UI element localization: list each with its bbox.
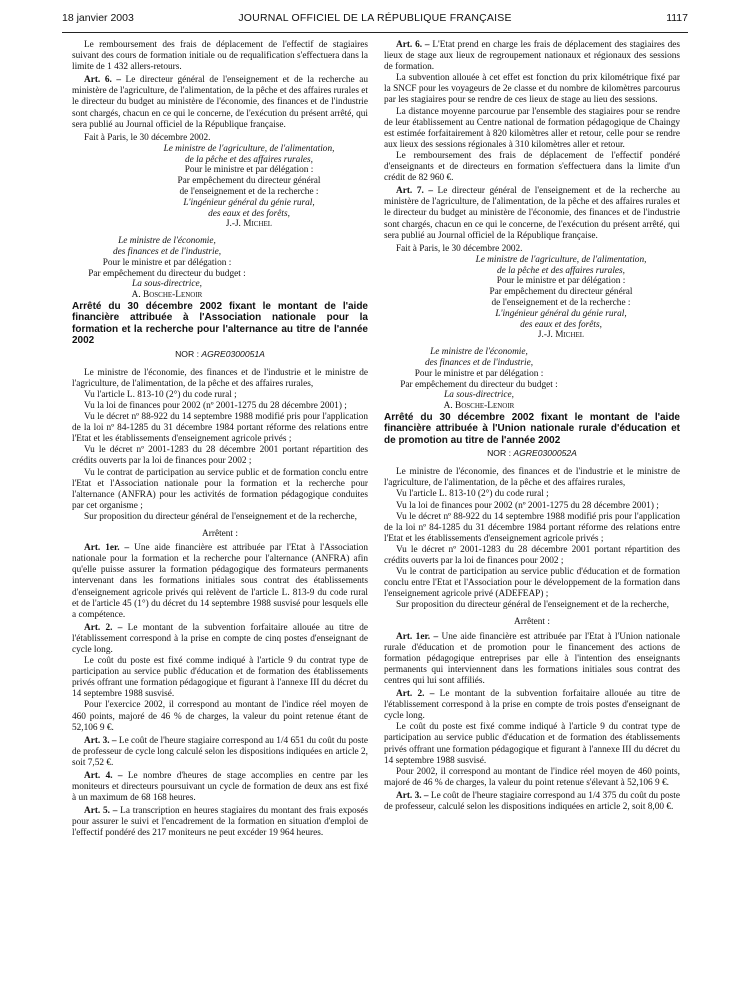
article-7: Art. 7. – Le directeur général de l'enseignement et de la recherche au ministère de l'agriculture, de l'alimentation, de la pêche et des affaires rurales et le directeur du budget au ministère de l'économie, des finances et de l'industrie sont chargés, chacun en ce qui le concerne, de l'exécution du présent arrêté, qui sera publié au Journal officiel de la République française.	[384, 186, 680, 241]
sig-line: des finances et de l'industrie,	[424, 357, 534, 368]
arretent: Arrêtent :	[514, 617, 550, 628]
sig-line: Pour le ministre et par délégation :	[414, 368, 544, 379]
sig-line: La sous-directrice,	[444, 390, 514, 401]
sig-line: des eaux et des forêts,	[208, 208, 290, 219]
nor-reference: NOR : AGRE0300051A	[175, 348, 265, 359]
article-1: Art. 1er. – Une aide financière est attribuée par l'Etat à l'Union nationale rurale d'éducation et de promotion pour le financement des actions de formation pédagogique entreprises par elle à l'intention des enseignants permanents qui interviennent dans les formations initiales sous contrat des centres qui lui sont affiliés.	[384, 631, 680, 686]
paragraph: Le remboursement des frais de déplacement de l'effectif pondéré d'enseignants et de directeurs en formation s'effectuera dans la limite d'un crédit de 82 960 €.	[384, 150, 680, 184]
paragraph: Pour l'exercice 2002, il correspond au montant de l'indice réel moyen de 460 points, majoré de 46 % de charges, la valeur du point retenue étant de 52,106 9 €.	[72, 700, 368, 733]
left-column	[72, 40, 368, 840]
article-2: Art. 2. – Le montant de la subvention forfaitaire allouée au titre de l'établissement correspond à la prise en compte de trois postes d'enseignant de cycle long.	[384, 689, 680, 722]
paragraph: La subvention allouée à cet effet est fonction du prix kilométrique fixé par la SNCF pour les voyageurs de 2e classe et du nombre de kilomètres parcourus par les stagiaires pour se rendre de ces lieux de stage au lieu des sessions.	[384, 73, 680, 106]
paragraph: Sur proposition du directeur général de l'enseignement et de la recherche,	[84, 511, 357, 522]
fait-a-paris: Fait à Paris, le 30 décembre 2002.	[396, 243, 523, 254]
article-4: Art. 4. – Le nombre d'heures de stage accomplies en centre par les moniteurs et directeurs poursuivant un cycle de formation de deux ans est fixé à un maximum de 68 168 heures.	[72, 771, 368, 804]
paragraph: Vu la loi de finances pour 2002 (nº 2001-1275 du 28 décembre 2001) ;	[84, 401, 347, 411]
header-journal-title: JOURNAL OFFICIEL DE LA RÉPUBLIQUE FRANÇAISE	[238, 12, 512, 24]
sig-line: Par empêchement du directeur général	[177, 176, 321, 187]
sig-line: Pour le ministre et par délégation :	[184, 165, 314, 176]
article-6: Art. 6. – L'Etat prend en charge les frais de déplacement des stagiaires des lieux de stage aux lieux de regroupement nationaux et régionaux des sessions de formation.	[384, 40, 681, 73]
article-1: Art. 1er. – Une aide financière est attribuée par l'Etat à l'Association nationale pour la formation et la recherche pour l'alternance (ANFRA) afin qu'elle puisse assurer la formation pédagogique des formateurs permanents intervenant dans les formations initiales sous contrat des établissements d'enseignement agricole privés qui relèvent de l'article L. 813-9 du code rural et de l'article 45 (1°) du décret du 14 septembre 1988 susvisé pour lesquels elle a compétence.	[72, 543, 369, 620]
paragraph: Vu l'article L. 813-10 (2°) du code rural ;	[396, 489, 549, 500]
signatory-name: A. Bosche-Lenoir	[131, 290, 203, 301]
sig-line: de la pêche et des affaires rurales,	[185, 154, 313, 165]
paragraph: Le coût du poste est fixé comme indiqué à l'article 9 du contrat type de participation au service public d'éducation et de formation des établissements privés offrant une formation pédagogique et figurant à l'annexe III du décret du 14 septembre 1988 susvisé.	[384, 722, 680, 766]
header-page-number: 1117	[666, 12, 688, 24]
header-date: 18 janvier 2003	[62, 12, 134, 24]
article-5: Art. 5. – La transcription en heures stagiaires du montant des frais exposés pour assurer le suivi et l'encadrement de la formation en situation d'emploi de l'effectif pondéré des 217 moniteurs ne peut excéder 19 964 heures.	[72, 806, 369, 839]
paragraph: Vu le décret nº 88-922 du 14 septembre 1988 modifié pris pour l'application de la loi nº 84-1285 du 31 décembre 1984 portant réforme des relations entre l'Etat et les établissements d'enseignement agricole privés ;	[384, 511, 680, 544]
sig-line: L'ingénieur général du génie rural,	[183, 197, 315, 208]
sig-line: de l'enseignement et de la recherche :	[491, 297, 631, 308]
sig-line: de l'enseignement et de la recherche :	[179, 187, 319, 198]
sig-line: Pour le ministre et par délégation :	[102, 257, 232, 268]
paragraph: Vu la loi de finances pour 2002 (nº 2001-1275 du 28 décembre 2001) ;	[396, 500, 659, 511]
paragraph: Vu le contrat de participation au service public et de formation conclu entre l'Etat et l'Association nationale pour la formation et la recherche pour l'alternance (ANFRA) pour les activités de formation pédagogique conduites par cet organisme ;	[72, 467, 368, 511]
paragraph: Vu le décret nº 2001-1283 du 28 décembre 2001 portant répartition des crédits ouverts par la loi de finances pour 2002 ;	[72, 445, 368, 467]
paragraph: Le ministre de l'économie, des finances et de l'industrie et le ministre de l'agriculture, de l'alimentation, de la pêche et des affaires rurales,	[72, 367, 368, 389]
sig-line: L'ingénieur général du génie rural,	[495, 308, 627, 319]
article-3: Art. 3. – Le coût de l'heure stagiaire correspond au 1/4 651 du coût du poste de professeur de cycle long calculé selon les dispositions indiquées en article 2, soit 7,52 €.	[72, 735, 369, 768]
paragraph: Le coût du poste est fixé comme indiqué à l'article 9 du contrat type de participation au service public d'éducation et de formation des établissements privés offrant une formation pédagogique et figurant à l'annexe III du décret du 14 septembre 1988 susvisé.	[72, 656, 368, 700]
article-2: Art. 2. – Le montant de la subvention forfaitaire allouée au titre de l'établissement correspond à la prise en compte de cinq postes d'enseignant de cycle long.	[72, 622, 368, 655]
sig-line: Par empêchement du directeur général	[489, 287, 633, 298]
sig-line: des eaux et des forêts,	[520, 319, 602, 330]
arretent: Arrêtent :	[202, 529, 238, 540]
sig-line: Par empêchement du directeur du budget :	[400, 379, 558, 390]
sig-line: Le ministre de l'agriculture, de l'alimentation,	[475, 254, 647, 265]
decree-title: Arrêté du 30 décembre 2002 fixant le montant de l'aide financière attribuée à l'Association nationale pour la formation et la recherche pour l'alternance au titre de l'année 2002	[72, 301, 368, 347]
paragraph: Le remboursement des frais de déplacement de l'effectif de stagiaires suivant des cours de formation initiale ou de requalification s'effectuera dans la limite de 1 432 allers-retours.	[72, 40, 368, 73]
article-3: Art. 3. – Le coût de l'heure stagiaire correspond au 1/4 375 du coût du poste de professeur, calculé selon les dispositions indiquées en article 2, soit 8,00 €.	[384, 790, 681, 812]
fait-a-paris: Fait à Paris, le 30 décembre 2002.	[84, 132, 211, 143]
signatory-name: A. Bosche-Lenoir	[443, 401, 515, 412]
sig-line: Le ministre de l'agriculture, de l'alimentation,	[163, 143, 335, 154]
article-6: Art. 6. – Le directeur général de l'enseignement et de la recherche au ministère de l'agriculture, de l'alimentation, de la pêche et des affaires rurales et le directeur du budget au ministère de l'économie, des finances et de l'industrie sont chargés, chacun en ce qui le concerne, de l'exécution du présent arrêté, qui sera publié au Journal officiel de la République française.	[72, 75, 368, 130]
sig-line: Par empêchement du directeur du budget :	[88, 268, 246, 279]
sig-line: des finances et de l'industrie,	[112, 247, 222, 258]
signature-block-economie	[384, 347, 574, 412]
signature-block-agriculture	[384, 255, 680, 341]
paragraph: Le ministre de l'économie, des finances et de l'industrie et le ministre de l'agriculture, de l'alimentation, de la pêche et des affaires rurales,	[384, 467, 680, 489]
sig-line: La sous-directrice,	[132, 279, 202, 290]
header-rule	[62, 32, 688, 33]
sig-line: Le ministre de l'économie,	[430, 347, 528, 358]
nor-reference: NOR : AGRE0300052A	[487, 448, 577, 459]
paragraph: Vu le décret nº 2001-1283 du 28 décembre 2001 portant répartition des crédits ouverts par la loi de finances pour 2002 ;	[384, 544, 680, 566]
paragraph: Pour 2002, il correspond au montant de l'indice réel moyen de 460 points, majoré de 46 % de charges, la valeur du point retenue s'élevant à 52,106 9 €.	[384, 766, 680, 788]
decree-title: Arrêté du 30 décembre 2002 fixant le montant de l'aide financière attribuée à l'Union nationale rurale d'éducation et de promotion au titre de l'année 2002	[384, 411, 680, 446]
page-header	[62, 12, 688, 26]
sig-line: Pour le ministre et par délégation :	[496, 276, 626, 287]
signatory-name: J.-J. Michel	[225, 219, 273, 230]
signatory-name: J.-J. Michel	[537, 330, 585, 341]
signature-block-agriculture	[72, 144, 368, 230]
signature-block-economie	[72, 236, 262, 301]
sig-line: de la pêche et des affaires rurales,	[497, 265, 625, 276]
paragraph: La distance moyenne parcourue par l'ensemble des stagiaires pour se rendre de leur établissement au Centre national de formation pédagogique de Chaingy est estimée forfaitairement à 820 kilomètres aller et retour, celle pour se rendre aux lieux des sessions régionales à 310 kilomètres aller et retour.	[384, 106, 680, 150]
paragraph: Vu le décret nº 88-922 du 14 septembre 1988 modifié pris pour l'application de la loi nº 84-1285 du 31 décembre 1984 portant réforme des relations entre l'Etat et les établissements d'enseignement agricole privés ;	[72, 412, 368, 445]
paragraph: Vu l'article L. 813-10 (2°) du code rural ;	[84, 389, 237, 400]
paragraph: Sur proposition du directeur général de l'enseignement et de la recherche,	[396, 600, 669, 611]
paragraph: Vu le contrat de participation au service public d'éducation et de formation conclu entre l'Etat et l'Association pour le développement de la formation dans l'enseignement agricole privé (ADEFEAP) ;	[384, 567, 680, 600]
sig-line: Le ministre de l'économie,	[118, 236, 216, 247]
right-column	[384, 40, 680, 813]
